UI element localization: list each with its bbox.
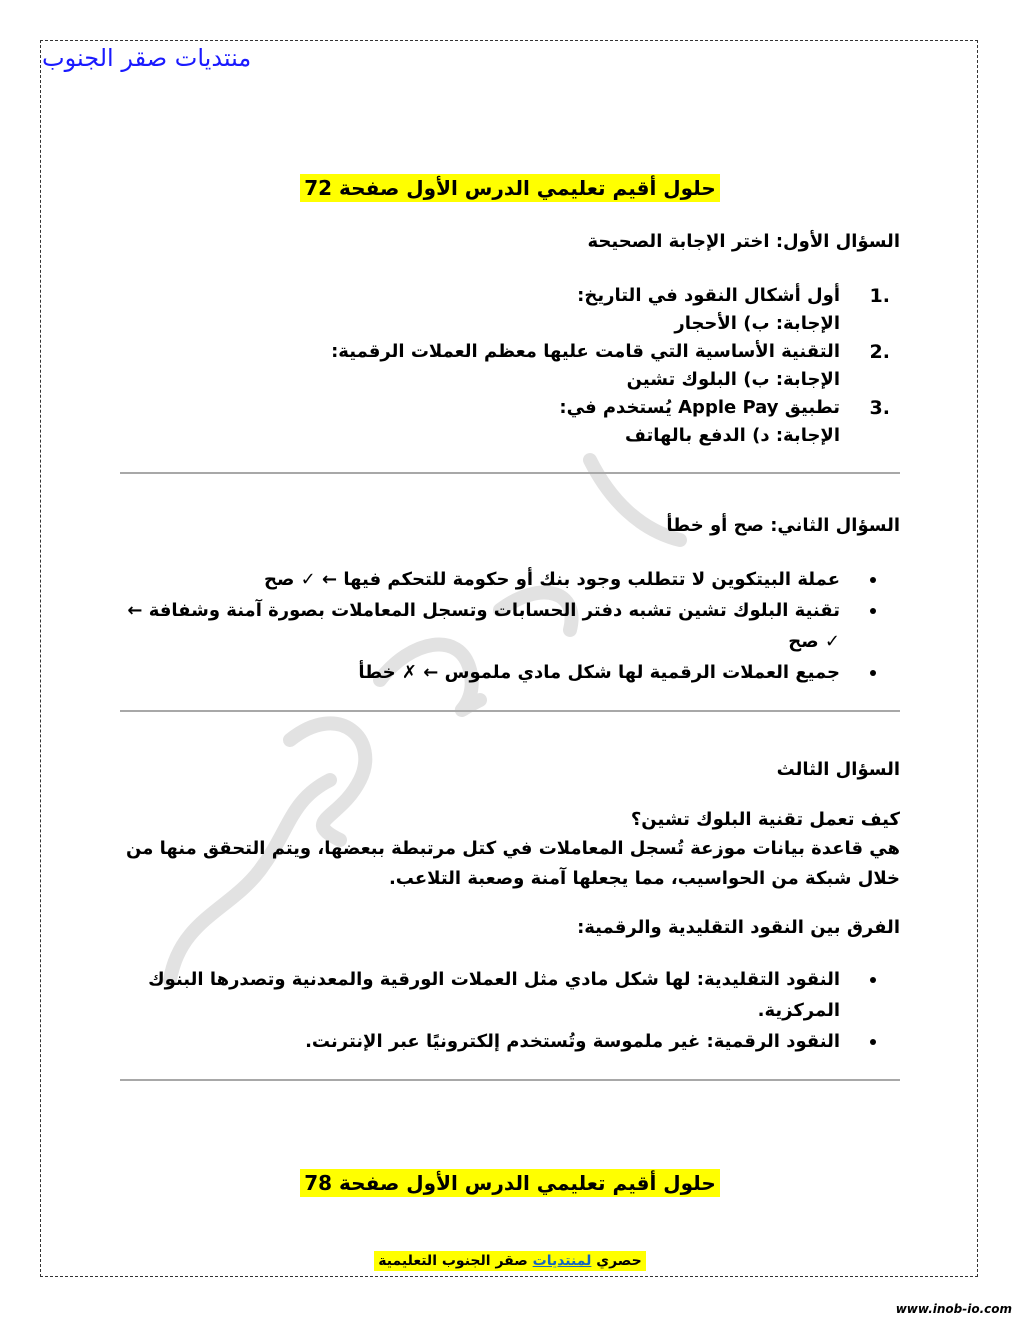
q3-subheading: الفرق بين النقود التقليدية والرقمية: xyxy=(577,917,900,938)
brand-title: منتديات صقر الجنوب xyxy=(42,44,252,72)
divider xyxy=(120,1079,900,1081)
footer-link[interactable]: لمنتديات xyxy=(532,1253,592,1269)
q2-item xyxy=(120,657,900,688)
q1-item-question: تطبيق Apple Pay يُستخدم في: xyxy=(559,397,840,418)
q1-item-number: 3. xyxy=(869,397,890,419)
q2-heading: السؤال الثاني: صح أو خطأ xyxy=(666,515,900,536)
divider xyxy=(120,472,900,474)
q1-item-number: 1. xyxy=(869,285,890,307)
q1-item-answer: الإجابة: ب) البلوك تشين xyxy=(626,369,840,390)
bullet xyxy=(870,977,876,983)
q3-list xyxy=(120,964,900,1057)
q3-paragraph: هي قاعدة بيانات موزعة تُسجل المعاملات في كتل مرتبطة ببعضها، ويتم التحقق منها من خلال شبكة من الحواسيب، مما يجعلها آمنة وصعبة التلاعب. xyxy=(126,838,900,889)
section1-title xyxy=(120,172,900,204)
document-body xyxy=(120,172,900,1271)
footer-note xyxy=(120,1251,900,1271)
site-url: www.inob-io.com xyxy=(895,1302,1012,1316)
q2-item xyxy=(120,595,900,657)
q1-item-question: التقنية الأساسية التي قامت عليها معظم العملات الرقمية: xyxy=(331,341,840,362)
q1-item-number: 2. xyxy=(869,341,890,363)
q3-subheading: كيف تعمل تقنية البلوك تشين؟ xyxy=(630,809,900,830)
q3-item-text: النقود الرقمية: غير ملموسة وتُستخدم إلكترونيًا عبر الإنترنت. xyxy=(305,1031,840,1052)
q3-heading: السؤال الثالث xyxy=(776,759,900,780)
section2-title xyxy=(120,1167,900,1199)
q1-item-answer: الإجابة: ب) الأحجار xyxy=(674,313,840,334)
q2-item-text: تقنية البلوك تشين تشبه دفتر الحسابات وتسجل المعاملات بصورة آمنة وشفافة ← ✓ صح xyxy=(127,600,840,652)
q1-list xyxy=(120,282,900,450)
bullet xyxy=(870,608,876,614)
divider xyxy=(120,710,900,712)
q2-item-text: عملة البيتكوين لا تتطلب وجود بنك أو حكومة للتحكم فيها ← ✓ صح xyxy=(264,569,840,590)
footer-prefix: حصري xyxy=(596,1253,642,1269)
bullet xyxy=(870,577,876,583)
bullet xyxy=(870,1039,876,1045)
bullet xyxy=(870,670,876,676)
q1-item-question: أول أشكال النقود في التاريخ: xyxy=(577,285,840,306)
q3-item xyxy=(120,1026,900,1057)
q1-item xyxy=(120,282,900,338)
q2-item xyxy=(120,564,900,595)
q1-item-answer: الإجابة: د) الدفع بالهاتف xyxy=(625,425,840,446)
section1-title-text: حلول أقيم تعليمي الدرس الأول صفحة 72 xyxy=(300,174,720,202)
q1-item xyxy=(120,394,900,450)
q1-item xyxy=(120,338,900,394)
q3-item-text: النقود التقليدية: لها شكل مادي مثل العملات الورقية والمعدنية وتصدرها البنوك المركزية. xyxy=(148,969,840,1021)
footer-suffix: صقر الجنوب التعليمية xyxy=(378,1253,528,1269)
q2-list xyxy=(120,564,900,688)
q1-heading: السؤال الأول: اختر الإجابة الصحيحة xyxy=(587,231,900,252)
section2-title-text: حلول أقيم تعليمي الدرس الأول صفحة 78 xyxy=(300,1169,720,1197)
q3-item xyxy=(120,964,900,1026)
q2-item-text: جميع العملات الرقمية لها شكل مادي ملموس ← ✗ خطأ xyxy=(358,662,840,683)
